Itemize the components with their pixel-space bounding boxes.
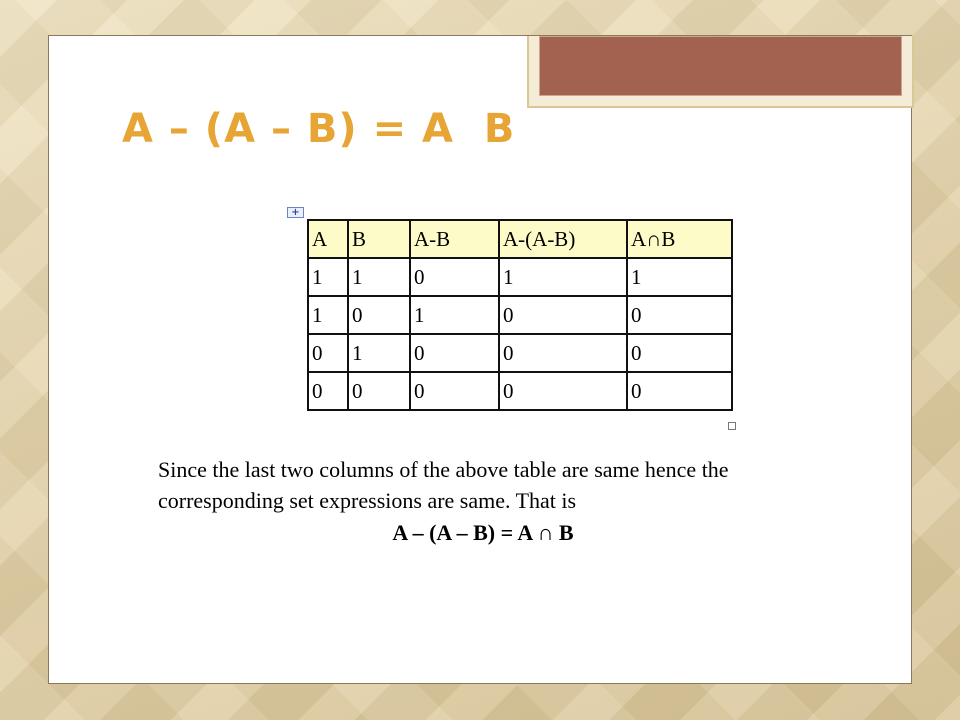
table-row: [308, 258, 732, 296]
table-resize-handle[interactable]: [728, 422, 736, 430]
caption-line-1: Since the last two columns of the above table are same hence the: [158, 457, 729, 482]
table-cell: 1: [348, 258, 410, 296]
caption-text: [158, 454, 858, 516]
move-handle-icon[interactable]: +: [287, 207, 304, 218]
table-cell: 0: [627, 334, 732, 372]
table-cell: 1: [627, 258, 732, 296]
equation: A – (A – B) = A ∩ B: [392, 520, 574, 545]
table-header-row: [308, 220, 732, 258]
table-cell: 1: [499, 258, 627, 296]
table-row: [308, 372, 732, 410]
table-cell: 1: [410, 296, 499, 334]
header-b: B: [348, 220, 410, 258]
table-cell: 1: [308, 296, 348, 334]
table-cell: 0: [627, 372, 732, 410]
header-a-minus-a-minus-b: A-(A-B): [499, 220, 627, 258]
table-cell: 0: [499, 296, 627, 334]
caption-line-2: corresponding set expressions are same. That is: [158, 488, 577, 513]
table-cell: 0: [410, 372, 499, 410]
table-cell: 0: [499, 334, 627, 372]
table-cell: 0: [308, 334, 348, 372]
header-decoration-fill: [539, 36, 902, 96]
header-a-intersect-b: A∩B: [627, 220, 732, 258]
header-a: A: [308, 220, 348, 258]
header-a-minus-b: A-B: [410, 220, 499, 258]
table-cell: 0: [410, 334, 499, 372]
table-cell: 1: [308, 258, 348, 296]
table-cell: 0: [348, 372, 410, 410]
slide-title: A – (A – B) = A B: [122, 106, 516, 152]
table-cell: 1: [348, 334, 410, 372]
header-decoration: [527, 36, 914, 108]
table-cell: 0: [627, 296, 732, 334]
table-cell: 0: [348, 296, 410, 334]
table-cell: 0: [410, 258, 499, 296]
truth-table: [307, 219, 733, 411]
table-cell: 0: [499, 372, 627, 410]
table-cell: 0: [308, 372, 348, 410]
table-row: [308, 296, 732, 334]
table-row: [308, 334, 732, 372]
